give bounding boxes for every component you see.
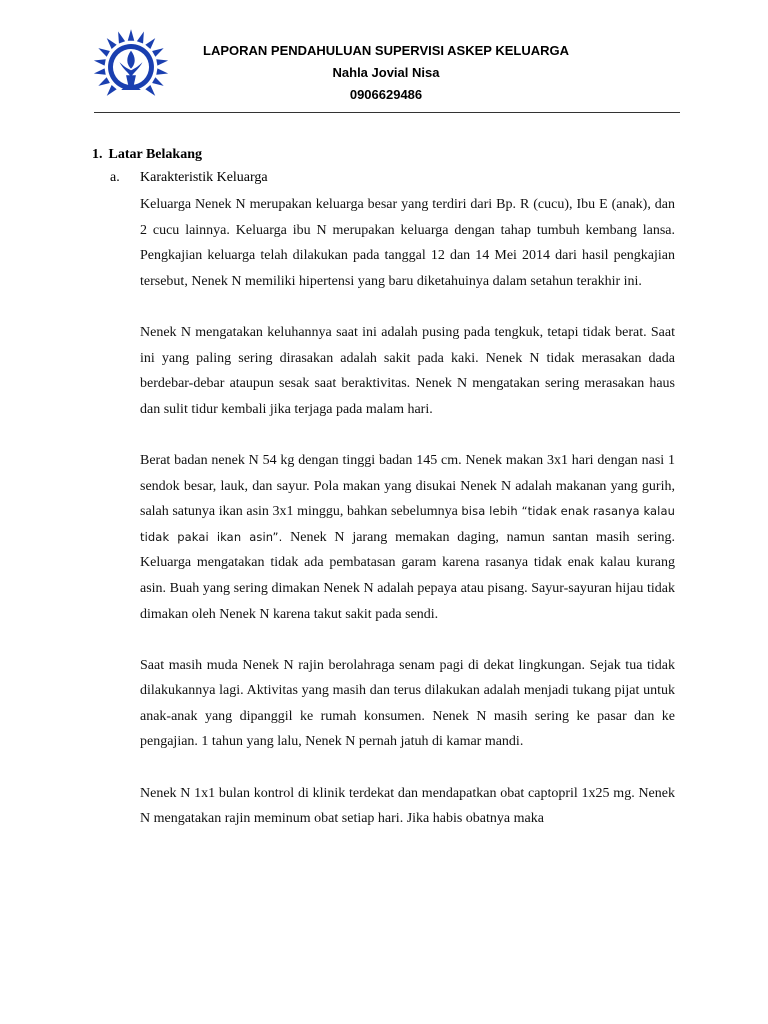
- paragraph-diet-end: Nenek N jarang memakan daging, namun santan masih sering. Keluarga mengatakan tidak ada pembatasan garam karena rasanya tidak enak kalau kurang asin. Buah yang sering dimakan Nenek N adalah pepaya atau pisang. Sayur-sayuran hijau tidak dimakan oleh Nenek N karena takut sakit pada sendi.: [140, 529, 675, 622]
- report-title: LAPORAN PENDAHULUAN SUPERVISI ASKEP KELUARGA: [203, 43, 569, 58]
- section-title: Latar Belakang: [108, 147, 202, 162]
- paragraph-activity: Saat masih muda Nenek N rajin berolahraga senam pagi di dekat lingkungan. Sejak tua tidak dilakukannya lagi. Aktivitas yang masih dan terus dilakukan adalah menjadi tukang pijat untuk anak-anak yang dipanggil ke rumah konsumen. Nenek N masih sering ke pasar dan ke pengajian. 1 tahun yang lalu, Nenek N pernah jatuh di kamar mandi.: [140, 657, 675, 750]
- student-id: 0906629486: [349, 87, 423, 102]
- subsection-letter: a.: [110, 170, 120, 185]
- document-body: [140, 192, 675, 857]
- subsection-title: Karakteristik Keluarga: [140, 170, 268, 185]
- paragraph-diet: [140, 448, 675, 627]
- section-heading: [92, 147, 202, 163]
- document-header: [176, 40, 596, 106]
- section-number: 1.: [92, 147, 103, 162]
- author-name: Nahla Jovial Nisa: [332, 65, 440, 80]
- paragraph-diet-start: Berat badan nenek N 54 kg dengan tinggi badan 145 cm. Nenek makan 3x1 hari dengan nasi 1 sendok besar, lauk, dan sayur. Pola makan yang disukai Nenek N adalah makanan yang gurih, salah satunya ikan asin 3x1 minggu, bahkan sebelumnya: [140, 452, 675, 520]
- paragraph-medication: Nenek N 1x1 bulan kontrol di klinik terdekat dan mendapatkan obat captopril 1x25 mg. Nenek N mengatakan rajin meminum obat setiap hari. Jika habis obatnya maka: [140, 785, 675, 827]
- university-logo-icon: [90, 26, 172, 108]
- header-divider: [94, 112, 680, 113]
- subsection-heading: [110, 170, 268, 186]
- paragraph-complaints: Nenek N mengatakan keluhannya saat ini adalah pusing pada tengkuk, tetapi tidak berat. Saat ini yang paling sering dirasakan adalah sakit pada kaki. Nenek N tidak merasakan dada berdebar-debar ataupun sesak saat beraktivitas. Nenek N mengatakan sering merasakan haus dan sulit tidur kembali jika terjaga pada malam hari.: [140, 324, 675, 417]
- paragraph-diet-quote: bisa lebih “tidak enak rasanya kalau tidak pakai ikan asin”.: [140, 504, 675, 544]
- paragraph-family-structure: Keluarga Nenek N merupakan keluarga besar yang terdiri dari Bp. R (cucu), Ibu E (anak), dan 2 cucu lainnya. Keluarga ibu N merupakan keluarga dengan tahap tumbuh kembang lansa. Pengkajian keluarga telah dilakukan pada tanggal 12 dan 14 Mei 2014 dari hasil pengkajian tersebut, Nenek N memiliki hipertensi yang baru diketahuinya dalam setahun terakhir ini.: [140, 197, 675, 289]
